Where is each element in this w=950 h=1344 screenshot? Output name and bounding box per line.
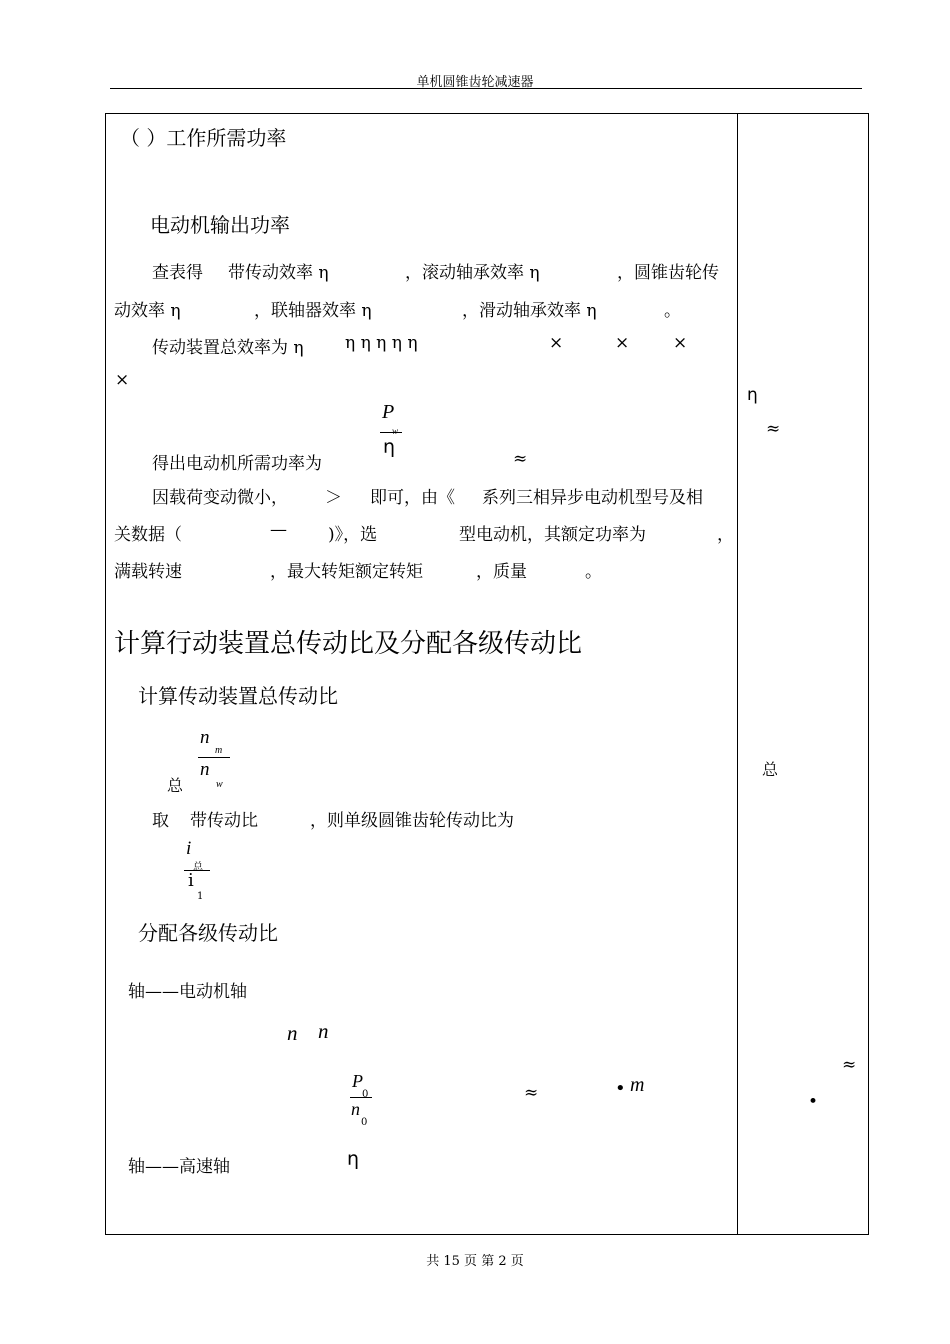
eta-sequence: η η η η η <box>345 333 418 353</box>
data-comma: ， <box>717 525 734 545</box>
side-dot: • <box>808 1092 819 1112</box>
shaft1-eta: η <box>347 1148 360 1170</box>
column-divider <box>737 113 738 1235</box>
frac-n0-subscript: 0 <box>361 1117 368 1128</box>
times-4: × <box>115 370 130 390</box>
header-rule <box>110 88 862 89</box>
frac-pw-bar <box>380 432 402 433</box>
take-a: 取 <box>152 811 169 831</box>
frac-p0-numerator: P <box>352 1071 363 1091</box>
take-b: 带传动比 <box>190 811 258 831</box>
ratio-heading: 计算传动装置总传动比 <box>138 684 338 708</box>
side-eta: η <box>747 385 758 405</box>
n-symbol-b: n <box>318 1019 329 1043</box>
page-footer: 共 15 页 第 2 页 <box>426 1254 524 1269</box>
frac-i-sub-zong: 总 <box>193 862 203 873</box>
req-power-approx: ≈ <box>513 449 528 469</box>
eff-line2-b: ，联轴器效率 η <box>254 301 372 321</box>
full-a: 满载转速 <box>114 562 182 582</box>
eff-line1-a: 查表得 <box>152 263 203 283</box>
data-a: 关数据（ <box>114 525 182 545</box>
load-a: 因载荷变动微小， <box>152 488 288 508</box>
distribute-heading: 分配各级传动比 <box>138 921 278 945</box>
n-symbol-a: n <box>287 1021 298 1045</box>
data-c: 型电动机，其额定功率为 <box>459 525 646 545</box>
frac-p0-subscript: 0 <box>362 1089 369 1100</box>
load-b: 即可，由《 <box>370 488 455 508</box>
times-2: × <box>615 333 630 353</box>
eff-line1-b: 带传动效率 η <box>228 263 329 283</box>
frac-nw-subscript: w <box>216 779 223 790</box>
total-eff-label: 传动装置总效率为 η <box>152 338 304 358</box>
frac-nm-subscript: m <box>215 745 223 756</box>
times-1: × <box>549 333 564 353</box>
heading-work-power: （ ）工作所需功率 <box>120 126 287 150</box>
zong-label: 总 <box>167 776 184 795</box>
eff-line2-c: ，滑动轴承效率 η <box>462 301 597 321</box>
data-b: )》，选 <box>328 525 378 545</box>
frac-pw-denominator: η <box>383 436 396 458</box>
shaft0-label: 轴——电动机轴 <box>128 982 247 1002</box>
frac-n0-denominator: n <box>351 1099 360 1119</box>
frac-pw-numerator: P <box>382 401 395 423</box>
take-c: ，则单级圆锥齿轮传动比为 <box>310 811 514 831</box>
req-power-label: 得出电动机所需功率为 <box>152 454 322 474</box>
header-title: 单机圆锥齿轮减速器 <box>416 75 534 90</box>
eff-line2-d: 。 <box>664 301 681 321</box>
torque-unit-m: m <box>630 1074 645 1096</box>
big-heading: 计算行动装置总传动比及分配各级传动比 <box>114 629 583 659</box>
frac-pw-subscript: w <box>392 426 399 436</box>
side-zong: 总 <box>762 760 779 779</box>
full-c: ，质量 <box>476 562 527 582</box>
eff-line1-d: ，圆锥齿轮传 <box>617 263 719 283</box>
data-dash: — <box>270 520 287 540</box>
frac-p0-bar <box>350 1097 372 1098</box>
full-b: ，最大转矩额定转矩 <box>270 562 423 582</box>
shaft1-label: 轴——高速轴 <box>128 1157 230 1177</box>
frac-i-numerator: i <box>186 838 192 859</box>
full-period: 。 <box>585 562 602 582</box>
side-approx-2: ≈ <box>842 1055 857 1075</box>
load-c: 系列三相异步电动机型号及相 <box>482 488 703 508</box>
frac-nw-denominator: n <box>200 759 210 780</box>
eff-line1-c: ，滚动轴承效率 η <box>405 263 540 283</box>
frac-i-sub-one: 1 <box>197 891 204 902</box>
heading-motor-output: 电动机输出功率 <box>150 213 290 237</box>
frac-nm-bar <box>198 757 230 758</box>
torque-approx: ≈ <box>524 1083 539 1103</box>
eff-line2-a: 动效率 η <box>114 301 181 321</box>
side-approx-1: ≈ <box>766 419 781 439</box>
frac-i-denominator: i <box>188 870 194 891</box>
greater-sign: ＞ <box>325 488 342 508</box>
frac-nm-numerator: n <box>200 727 210 748</box>
times-3: × <box>673 333 688 353</box>
torque-dot: • <box>615 1078 626 1099</box>
